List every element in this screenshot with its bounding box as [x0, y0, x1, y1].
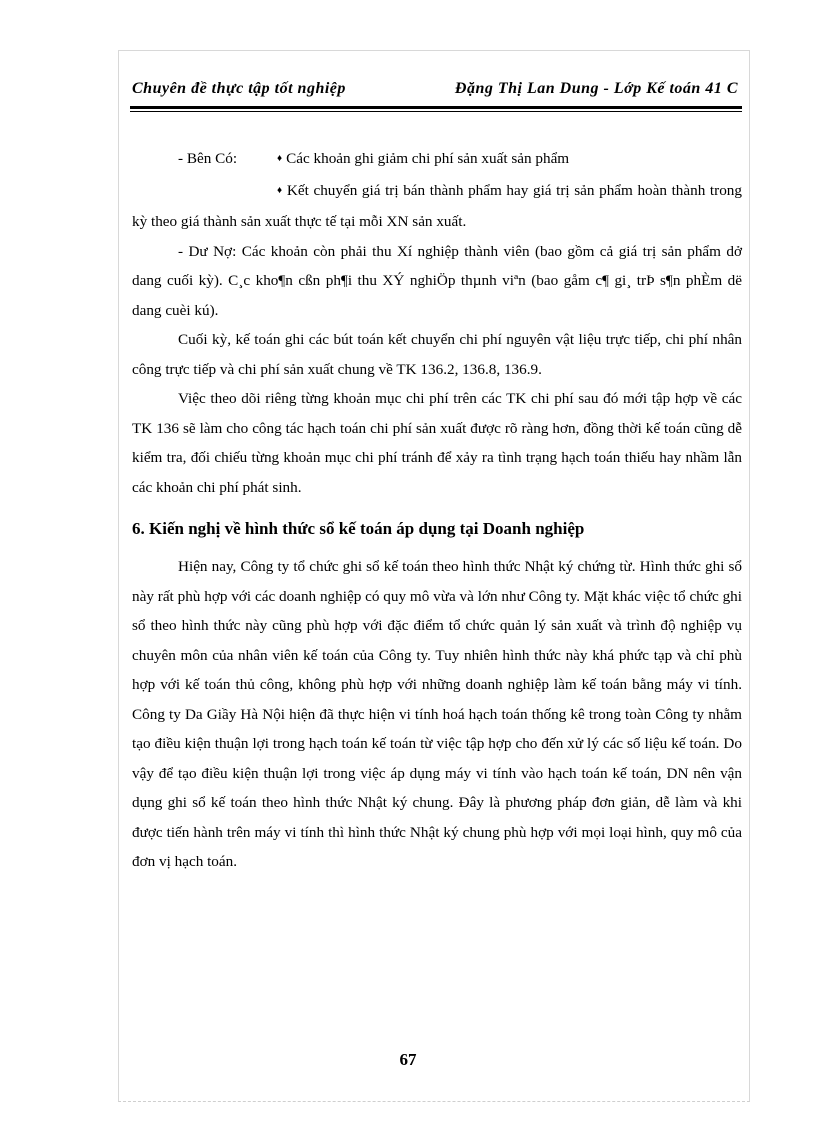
document-body	[132, 144, 742, 877]
ben-co-row	[132, 144, 742, 176]
ben-co-label: - Bên Có:	[178, 150, 238, 167]
hien-nay-paragraph: Hiện nay, Công ty tổ chức ghi sổ kế toán theo hình thức Nhật ký chứng từ. Hình thức ghi sổ này rất phù hợp với các doanh nghiệp có quy mô vừa và lớn như Công ty. Mặt khác việc tổ chức ghi sổ theo hình thức này cũng phù hợp với đặc điểm tổ chức quản lý sản xuất và trình độ nghiệp vụ chuyên môn của nhân viên kế toán của Công ty. Tuy nhiên hình thức này khá phức tạp và chỉ phù hợp với kế toán thủ công, không phù hợp với những doanh nghiệp làm kế toán bằng máy vi tính. Công ty Da Giầy Hà Nội hiện đã thực hiện vi tính hoá hạch toán thống kê trong toàn Công ty nhằm tạo điều kiện thuận lợi trong hạch toán kế toán từ việc tập hợp cho đến xử lý các số liệu kế toán. Do vậy để tạo điều kiện thuận lợi trong việc áp dụng máy vi tính vào hạch toán kế toán, DN nên vận dụng ghi sổ kế toán theo hình thức Nhật ký chung. Đây là phương pháp đơn giản, dễ làm và khi được tiến hành trên máy vi tính thì hình thức Nhật ký chung phù hợp với mọi loại hình, quy mô của đơn vị hạch toán.	[132, 558, 742, 870]
header-author: Đặng Thị Lan Dung - Lớp Kế toán 41 C	[454, 80, 738, 97]
ben-co-item-2	[132, 176, 742, 237]
viec-theo-doi-paragraph: Việc theo dõi riêng từng khoản mục chi phí trên các TK chi phí sau đó mới tập hợp về các TK 136 sẽ làm cho công tác hạch toán chi phí sản xuất được rõ ràng hơn, đồng thời kế toán cũng dễ kiểm tra, đối chiếu từng khoản mục chi phí tránh để xảy ra tình trạng hạch toán thiếu hay nhầm lẫn các khoản chi phí phát sinh.	[132, 390, 742, 496]
diamond-bullet-icon: ♦	[277, 184, 283, 196]
diamond-bullet-icon: ♦	[277, 153, 283, 164]
ben-co-item-1	[277, 144, 569, 176]
du-no-paragraph: - Dư Nợ: Các khoản còn phải thu Xí nghiệp thành viên (bao gồm cả giá trị sản phẩm dở dang cuối kỳ). C¸c kho¶n cßn ph¶i thu XÝ nghiÖp thµnh viªn (bao gåm c¶ gi¸ trÞ s¶n phÈm dë dang cuèi kú).	[132, 242, 742, 319]
header-rule-thick	[130, 106, 742, 109]
section-heading: 6. Kiến nghị về hình thức sổ kế toán áp dụng tại Doanh nghiệp	[132, 519, 585, 538]
header-title: Chuyên đề thực tập tốt nghiệp	[132, 80, 346, 97]
ben-co-item-2-text: Kết chuyển giá trị bán thành phẩm hay giá trị sản phẩm hoàn thành trong kỳ theo giá thành sản xuất thực tế tại mỗi XN sản xuất.	[132, 181, 742, 230]
ben-co-item-1-text: Các khoản ghi giảm chi phí sản xuất sản phẩm	[286, 150, 570, 167]
header-rule-thin	[130, 111, 742, 112]
cuoi-ky-paragraph: Cuối kỳ, kế toán ghi các bút toán kết chuyển chi phí nguyên vật liệu trực tiếp, chi phí nhân công trực tiếp và chi phí sản xuất chung về TK 136.2, 136.8, 136.9.	[132, 331, 742, 378]
page-number: 67	[399, 1050, 417, 1069]
